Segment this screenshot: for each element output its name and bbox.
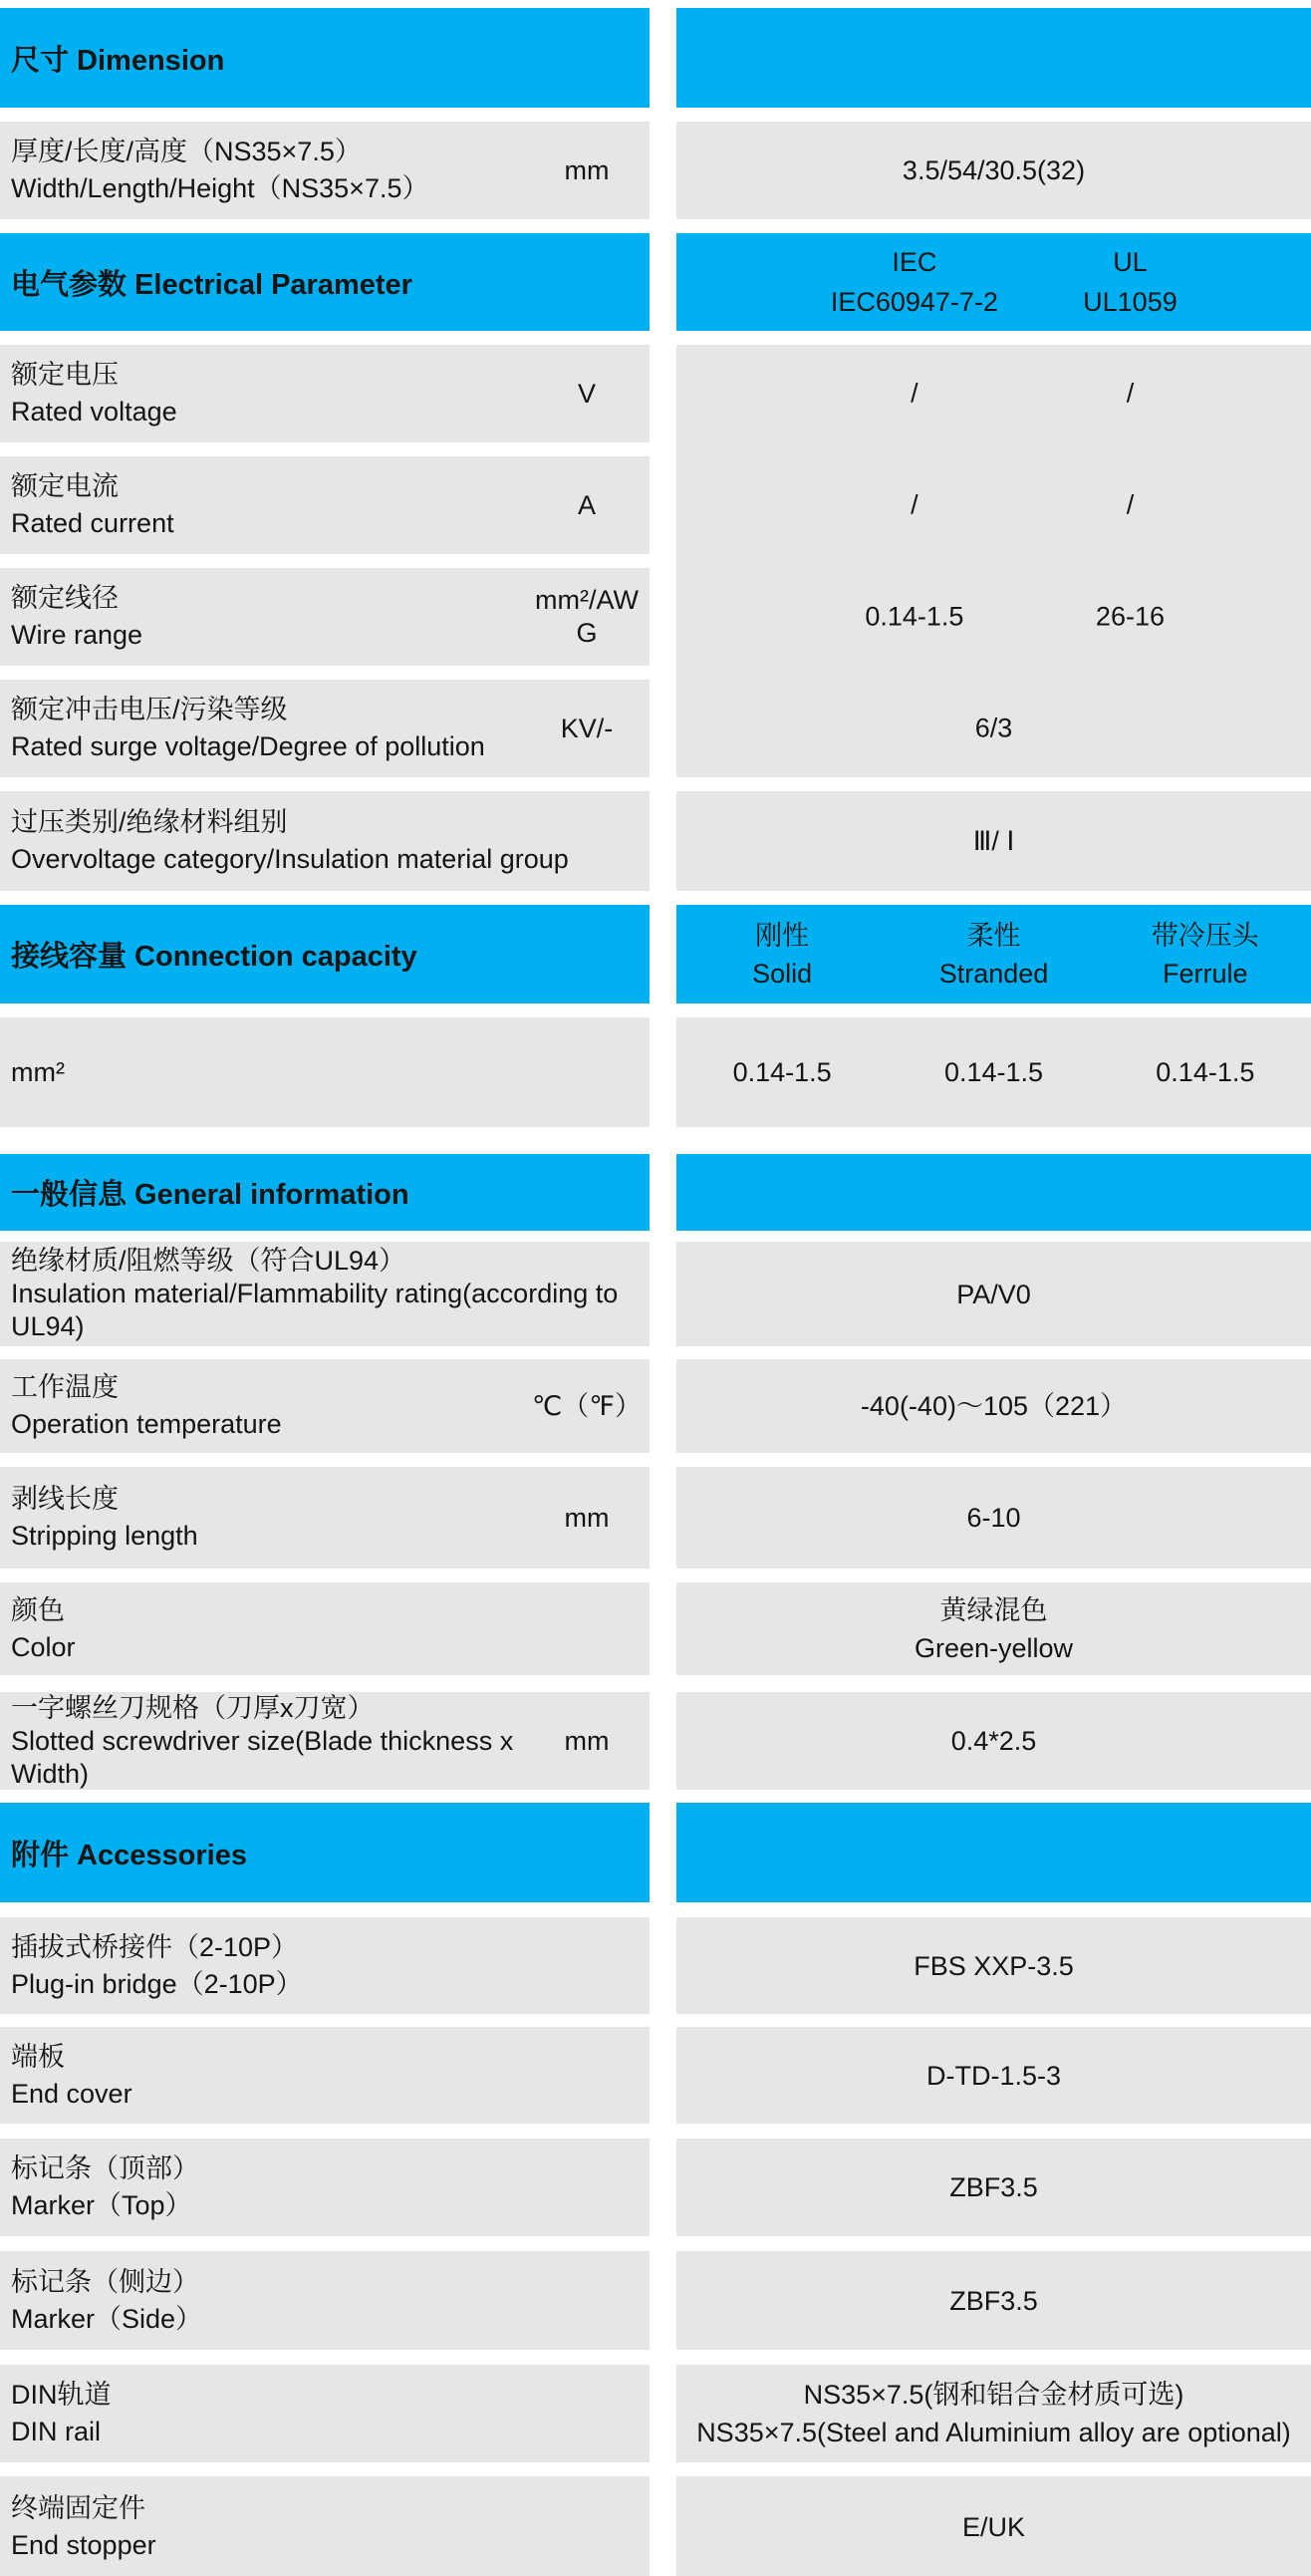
row-value-cell (676, 2139, 1311, 2236)
row-label (0, 134, 530, 207)
table-row-color (0, 1582, 1311, 1675)
row-value: -40(-40)～105（221） (860, 1391, 1128, 1421)
row-label-zh: 剥线长度 (11, 1484, 119, 1514)
value-row-rated-current (676, 456, 1311, 554)
iec-column-header (831, 242, 998, 322)
row-value-cell (676, 2251, 1311, 2350)
row-label (0, 2377, 650, 2450)
value-iec: 0.14-1.5 (865, 601, 964, 632)
row-label (0, 1929, 650, 2003)
section-header-connection (0, 905, 1311, 1003)
col-en: Solid (752, 958, 813, 989)
row-label-en: Rated surge voltage/Degree of pollution (11, 731, 485, 761)
section-header-general-right (676, 1154, 1311, 1231)
row-value-cell (676, 1359, 1311, 1453)
table-row-end-stopper (0, 2476, 1311, 2576)
row-label-en: Plug-in bridge（2-10P） (11, 1968, 303, 1999)
solid-column-header (676, 905, 888, 1003)
ul-standard: UL1059 (1083, 287, 1178, 317)
row-label (0, 580, 530, 654)
row-label-zh: 标记条（侧边） (11, 2266, 199, 2297)
row-label-en: Wire range (11, 620, 143, 650)
row-unit: KV/- (560, 713, 614, 743)
row-label-en: Slotted screwdriver size(Blade thickness x Width) (11, 1725, 514, 1789)
row-value: FBS XXP-3.5 (914, 1950, 1074, 1981)
connection-columns-header (676, 905, 1311, 1003)
row-value-cell (676, 1467, 1311, 1569)
row-value: 6-10 (966, 1503, 1021, 1533)
row-label-cell (0, 2251, 650, 2350)
value-merged: 6/3 (974, 713, 1013, 743)
row-value-cell (676, 1917, 1311, 2014)
section-title: 电气参数 Electrical Parameter (11, 268, 412, 301)
row-label-cell (0, 1017, 650, 1127)
row-label-cell (0, 1582, 650, 1675)
row-value-cell (676, 1242, 1311, 1346)
row-unit: mm (564, 154, 610, 185)
row-value: PA/V0 (956, 1279, 1031, 1309)
electrical-standards-header (676, 233, 1311, 331)
row-label (0, 692, 530, 765)
row-label (0, 1481, 530, 1555)
table-row-marker-side (0, 2251, 1311, 2350)
row-label-zh: 插拔式桥接件（2-10P） (11, 1931, 299, 1962)
row-label-cell (0, 1359, 650, 1453)
ul-column-header (1083, 242, 1178, 322)
row-label (0, 1592, 650, 1666)
table-row-rated-voltage (0, 345, 650, 442)
row-value: Ⅲ/ Ⅰ (972, 826, 1015, 856)
section-header-electrical-left (0, 233, 650, 331)
section-header-dimension-right (676, 8, 1311, 108)
row-value-cell (676, 2476, 1311, 2576)
ul-label: UL (1113, 247, 1148, 277)
row-label-en: Width/Length/Height（NS35×7.5） (11, 173, 429, 203)
electrical-labels (0, 345, 650, 777)
row-label-zh: 额定线径 (11, 583, 119, 613)
value-iec: / (911, 489, 918, 520)
row-value: E/UK (961, 2511, 1026, 2542)
table-row-plug-in-bridge (0, 1917, 1311, 2014)
row-label-cell (0, 2476, 650, 2576)
row-label-cell (0, 122, 650, 219)
row-value-cell (676, 1582, 1311, 1675)
row-label-zh: 标记条（顶部） (11, 2153, 199, 2183)
row-label-zh: 额定冲击电压/污染等级 (11, 695, 288, 724)
row-value: D-TD-1.5-3 (925, 2060, 1061, 2091)
section-header-electrical (0, 233, 1311, 331)
row-label-zh: 额定电压 (11, 360, 119, 390)
col-en: Stranded (938, 958, 1049, 989)
row-label (0, 2490, 650, 2564)
row-label-en: Marker（Top） (11, 2190, 192, 2220)
row-label-cell (0, 791, 650, 891)
row-label (0, 357, 530, 430)
electrical-parameter-block (0, 345, 1311, 777)
table-row-end-cover (0, 2027, 1311, 2124)
row-value-cell (676, 1017, 1311, 1127)
row-label-zh: 过压类别/绝缘材料组别 (11, 807, 288, 837)
row-label (0, 1692, 530, 1791)
table-row-operation-temperature (0, 1359, 1311, 1453)
col-zh: 刚性 (755, 920, 810, 951)
col-zh: 柔性 (966, 920, 1021, 951)
row-label-zh: 一字螺丝刀规格（刀厚x刀宽） (11, 1692, 375, 1723)
table-row-marker-top (0, 2139, 1311, 2236)
row-label-en: Rated voltage (11, 397, 177, 427)
row-label-en: End stopper (11, 2529, 156, 2560)
row-label-cell (0, 1917, 650, 2014)
row-label-cell (0, 2139, 650, 2236)
value-stranded: 0.14-1.5 (943, 1057, 1044, 1087)
table-row-stripping-length (0, 1467, 1311, 1569)
value-row-wire-range (676, 568, 1311, 666)
row-value: ZBF3.5 (949, 2172, 1038, 2202)
value-ul: 26-16 (1095, 601, 1165, 632)
row-label-en: Insulation material/Flammability rating(according to UL94) (11, 1279, 619, 1341)
table-row-connection-capacity (0, 1017, 1311, 1127)
row-label-unit: mm² (11, 1056, 65, 1087)
ferrule-column-header (1100, 905, 1311, 1003)
section-title: 附件 Accessories (11, 1839, 247, 1871)
section-header-general (0, 1154, 1311, 1231)
value-ul: / (1126, 378, 1135, 409)
row-label (0, 1245, 650, 1343)
row-value-cell (676, 2365, 1311, 2462)
row-label (0, 2264, 650, 2338)
value-solid: 0.14-1.5 (732, 1057, 832, 1087)
row-value-cell (676, 122, 1311, 219)
row-label-cell (0, 1242, 650, 1346)
row-label-en: Stripping length (11, 1521, 198, 1551)
section-title: 接线容量 Connection capacity (11, 941, 417, 973)
row-value-en: NS35×7.5(Steel and Aluminium alloy are optional) (696, 2418, 1291, 2447)
section-header-connection-left (0, 905, 650, 1003)
table-row-dimension (0, 122, 1311, 219)
section-header-dimension-left (0, 8, 650, 108)
row-unit: V (577, 378, 596, 409)
row-label-en: End cover (11, 2078, 132, 2109)
table-row-rated-current (0, 456, 650, 554)
value-row-surge-voltage (676, 680, 1311, 777)
row-unit: ℃（℉） (531, 1390, 643, 1421)
section-title: 一般信息 General information (11, 1179, 409, 1211)
row-label-cell (0, 2027, 650, 2124)
row-label-en: Rated current (11, 508, 174, 538)
row-unit: mm²/AWG (535, 585, 639, 648)
row-unit: A (577, 489, 596, 520)
row-label-en: Operation temperature (11, 1409, 282, 1439)
table-row-surge-voltage (0, 680, 650, 777)
row-label-zh: 端板 (11, 2041, 65, 2072)
row-label-cell (0, 1467, 650, 1569)
row-label-zh: DIN轨道 (11, 2380, 112, 2410)
row-label (0, 804, 650, 878)
section-header-dimension (0, 8, 1311, 108)
stranded-column-header (888, 905, 1099, 1003)
row-value-cell (676, 791, 1311, 891)
row-value-cell (676, 1692, 1311, 1790)
section-header-general-left (0, 1154, 650, 1231)
iec-standard: IEC60947-7-2 (830, 287, 998, 317)
col-zh: 带冷压头 (1151, 920, 1259, 951)
row-value: 3.5/54/30.5(32) (902, 155, 1086, 185)
row-label-en: Color (11, 1631, 76, 1662)
row-label (0, 1054, 650, 1091)
row-label-en: DIN rail (11, 2417, 102, 2446)
row-label-zh: 绝缘材质/阻燃等级（符合UL94） (11, 1246, 406, 1276)
table-row-overvoltage (0, 791, 1311, 891)
table-row-wire-range (0, 568, 650, 666)
row-label-en: Marker（Side） (11, 2303, 203, 2334)
value-iec: / (911, 378, 918, 409)
table-row-insulation (0, 1242, 1311, 1346)
section-header-accessories-left (0, 1803, 650, 1902)
row-label-cell (0, 2365, 650, 2462)
row-label-zh: 颜色 (11, 1594, 65, 1625)
row-value-cell (676, 2027, 1311, 2124)
row-value: 0.4*2.5 (950, 1726, 1037, 1756)
row-label (0, 2150, 650, 2224)
electrical-values-panel (676, 345, 1311, 777)
row-label-zh: 厚度/长度/高度（NS35×7.5） (11, 137, 362, 166)
row-label (0, 468, 530, 542)
section-header-accessories (0, 1803, 1311, 1902)
row-label-en: Overvoltage category/Insulation material group (11, 844, 569, 874)
row-label-zh: 额定电流 (11, 471, 119, 501)
row-label (0, 1369, 530, 1443)
row-value-zh: 黄绿混色 (939, 1594, 1048, 1625)
row-label-zh: 工作温度 (11, 1372, 119, 1402)
iec-label: IEC (892, 247, 937, 277)
col-en: Ferrule (1163, 958, 1248, 989)
row-label-cell (0, 1692, 650, 1790)
row-value-zh: NS35×7.5(钢和铝合金材质可选) (803, 2380, 1184, 2410)
value-ul: / (1126, 489, 1135, 520)
row-unit: mm (564, 1502, 610, 1533)
table-row-screwdriver-size (0, 1692, 1311, 1790)
row-label-zh: 终端固定件 (11, 2492, 145, 2523)
row-unit: mm (564, 1725, 610, 1756)
row-value-en: Green-yellow (914, 1632, 1074, 1663)
section-header-accessories-right (676, 1803, 1311, 1902)
value-row-rated-voltage (676, 345, 1311, 442)
table-row-din-rail (0, 2365, 1311, 2462)
value-ferrule: 0.14-1.5 (1156, 1057, 1255, 1087)
section-title: 尺寸 Dimension (11, 44, 225, 77)
row-label (0, 2039, 650, 2113)
row-value: ZBF3.5 (949, 2285, 1038, 2316)
